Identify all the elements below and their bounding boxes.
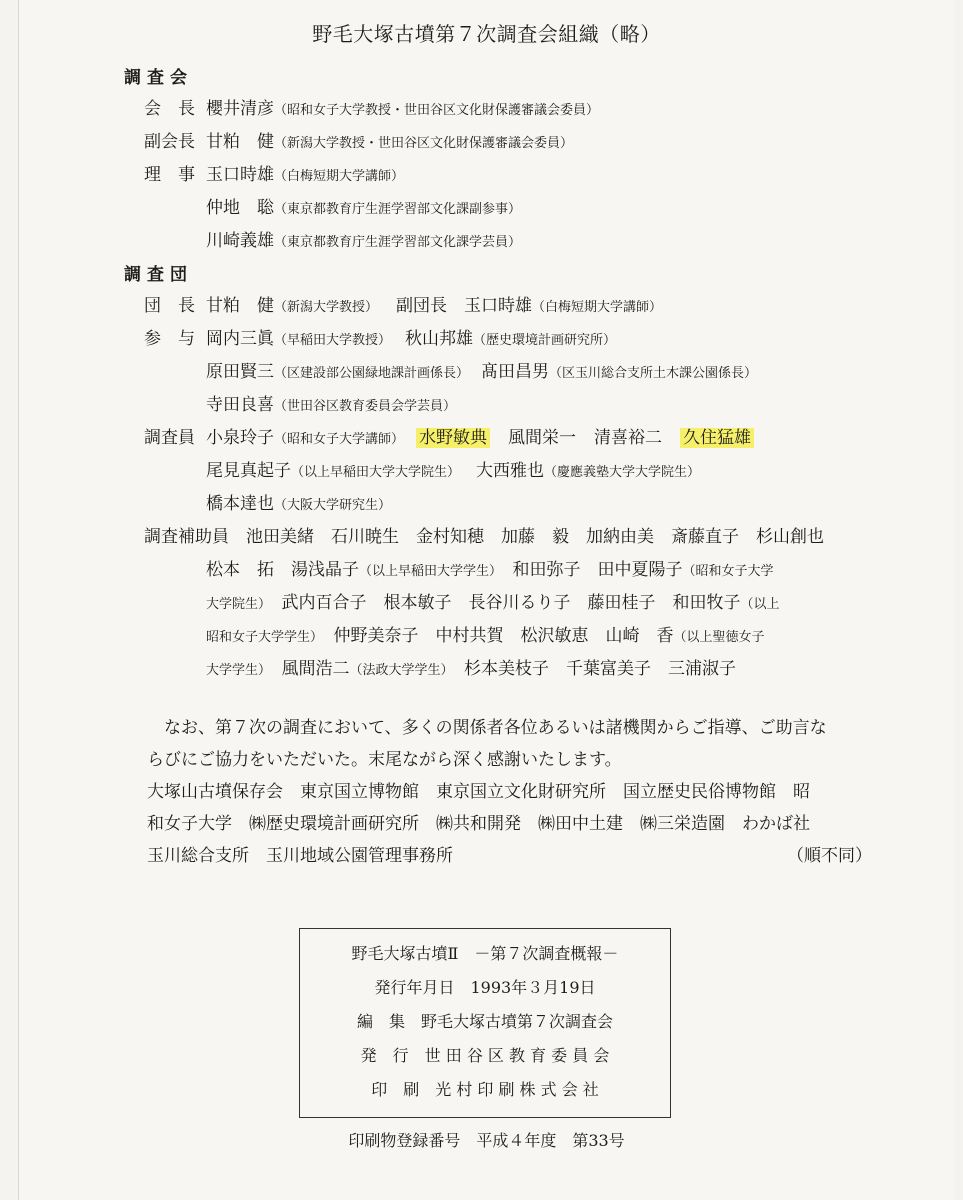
member-note: （以上早稲田大学学生） (359, 564, 496, 579)
member-note: （法政大学学生） (349, 663, 448, 678)
member-note: （歴史環境計画研究所） (473, 333, 617, 348)
role-label: 参 与 (144, 329, 195, 349)
member-name: 甘粕 健 (206, 132, 274, 152)
colophon-date: 発行年月日 1993年３月19日 (374, 978, 596, 997)
assistant-names: 風間浩二 (281, 659, 350, 679)
member-note: （大阪大学研究生） (274, 498, 392, 513)
acknowledgement-paragraph (147, 712, 872, 872)
team-heading: 調査団 (124, 265, 193, 285)
member-name: 尾見真起子 (206, 461, 291, 481)
assistant-names: 松本 拓 湯浅晶子 (206, 560, 359, 580)
role-label: 会 長 (144, 99, 195, 119)
member-note: （以上早稲田大学大学院生） (291, 465, 461, 480)
document-page (18, 0, 954, 1200)
team-assistant-row (206, 558, 774, 584)
colophon-publisher: 発 行 世 田 谷 区 教 育 委 員 会 (360, 1046, 610, 1065)
team-advisor-row (144, 327, 616, 353)
ack-line: なお、第７次の調査において、多くの関係者各位あるいは諸機関からご指導、ご助言な (164, 718, 827, 738)
committee-row (144, 163, 404, 189)
committee-heading: 調査会 (124, 68, 193, 88)
role-label: 副団長 (396, 296, 448, 316)
team-investigator-row (206, 459, 700, 485)
colophon-editor: 編 集 野毛大塚古墳第７次調査会 (356, 1012, 613, 1031)
team-advisor-row (206, 360, 757, 386)
ack-line: 大塚山古墳保存会 東京国立博物館 東京国立文化財研究所 国立歴史民俗博物館 昭 (147, 782, 810, 802)
member-note: （昭和女子大学教授・世田谷区文化財保護審議会委員） (274, 103, 600, 118)
member-note: （以上聖徳女子 (673, 630, 765, 645)
member-note: 昭和女子大学学生） (206, 630, 317, 645)
member-note: （白梅短期大学講師） (532, 300, 663, 315)
member-name: 仲地 聡 (206, 198, 274, 218)
role-label: 調査補助員 (144, 527, 229, 547)
committee-row (144, 196, 521, 222)
member-name: 小泉玲子 (206, 428, 274, 448)
member-note: （慶應義塾大学大学院生） (544, 465, 701, 480)
team-assistant-row (206, 591, 780, 617)
member-name: 大西雅也 (476, 461, 545, 481)
member-note: （区建設部公園緑地課計画係長） (274, 366, 470, 381)
member-note: （早稲田大学教授） (274, 333, 392, 348)
ack-line: 玉川総合支所 玉川地域公園管理事務所 (147, 846, 453, 866)
member-name: 橋本達也 (206, 494, 274, 514)
highlighted-name: 水野敏典 (416, 428, 490, 448)
committee-row (144, 229, 521, 255)
ack-line: 和女子大学 ㈱歴史環境計画研究所 ㈱共和開発 ㈱田中土建 ㈱三栄造園 わかば社 (147, 814, 810, 834)
role-label: 調査員 (144, 428, 195, 448)
member-note: （昭和女子大学 (682, 564, 774, 579)
member-note: （以上 (740, 597, 780, 612)
assistant-names: 武内百合子 根本敏子 長谷川るり子 藤田桂子 和田牧子 (281, 593, 741, 613)
ack-line-last (147, 840, 872, 872)
member-name: 清喜裕二 (594, 428, 663, 448)
registration-number: 印刷物登録番号 平成４年度 第33号 (348, 1131, 625, 1150)
role-label: 理 事 (144, 165, 195, 185)
team-leader-row (144, 294, 662, 320)
member-name: 風間栄一 (508, 428, 577, 448)
page-title: 野毛大塚古墳第７次調査会組織（略） (312, 22, 661, 46)
assistant-names: 杉本美枝子 千葉富美子 三浦淑子 (464, 659, 737, 679)
team-assistant-row (206, 624, 765, 650)
member-name: 玉口時雄 (464, 296, 533, 316)
member-note: （新潟大学教授・世田谷区文化財保護審議会委員） (274, 136, 574, 151)
member-note: （昭和女子大学講師） (274, 432, 405, 447)
team-investigator-row (144, 426, 754, 452)
member-name: 玉口時雄 (206, 165, 274, 185)
member-name: 川崎義雄 (206, 231, 274, 251)
member-note: （東京都教育庁生涯学習部文化課学芸員） (274, 235, 522, 250)
team-advisor-row (206, 393, 456, 419)
assistant-names: 和田弥子 田中夏陽子 (512, 560, 683, 580)
member-name: 岡内三眞 (206, 329, 274, 349)
role-label: 副会長 (144, 132, 195, 152)
assistant-names: 池田美緒 石川暁生 金村知穂 加藤 毅 加納由美 斎藤直子 杉山創也 (246, 527, 824, 547)
committee-row (144, 97, 599, 123)
member-note: （区玉川総合支所土木課公園係長） (549, 366, 758, 381)
colophon-printer: 印 刷 光 村 印 刷 株 式 会 社 (371, 1080, 599, 1099)
team-assistant-row (206, 657, 736, 683)
order-note: （順不同） (787, 846, 872, 866)
ack-line: らびにご協力をいただいた。末尾ながら深く感謝いたします。 (147, 750, 622, 770)
member-name: 原田賢三 (206, 362, 274, 382)
role-label: 団 長 (144, 296, 195, 316)
member-note: （新潟大学教授） (274, 300, 379, 315)
member-note: （東京都教育庁生涯学習部文化課副参事） (274, 202, 522, 217)
member-name: 櫻井清彦 (206, 99, 274, 119)
team-assistant-row (144, 525, 824, 549)
highlighted-name: 久住猛雄 (680, 428, 754, 448)
colophon-box (299, 928, 671, 1118)
team-investigator-row (206, 492, 391, 518)
colophon-title: 野毛大塚古墳Ⅱ －第７次調査概報－ (351, 944, 619, 963)
member-note: 大学院生） (206, 597, 265, 612)
member-name: 甘粕 健 (206, 296, 274, 316)
committee-row (144, 130, 573, 156)
member-note: 大学学生） (206, 663, 265, 678)
member-note: （白梅短期大学講師） (274, 169, 405, 184)
member-name: 髙田昌男 (481, 362, 550, 382)
assistant-names: 仲野美奈子 中村共賀 松沢敏恵 山崎 香 (333, 626, 674, 646)
member-name: 寺田良喜 (206, 395, 274, 415)
member-name: 秋山邦雄 (405, 329, 474, 349)
member-note: （世田谷区教育委員会学芸員） (274, 399, 457, 414)
